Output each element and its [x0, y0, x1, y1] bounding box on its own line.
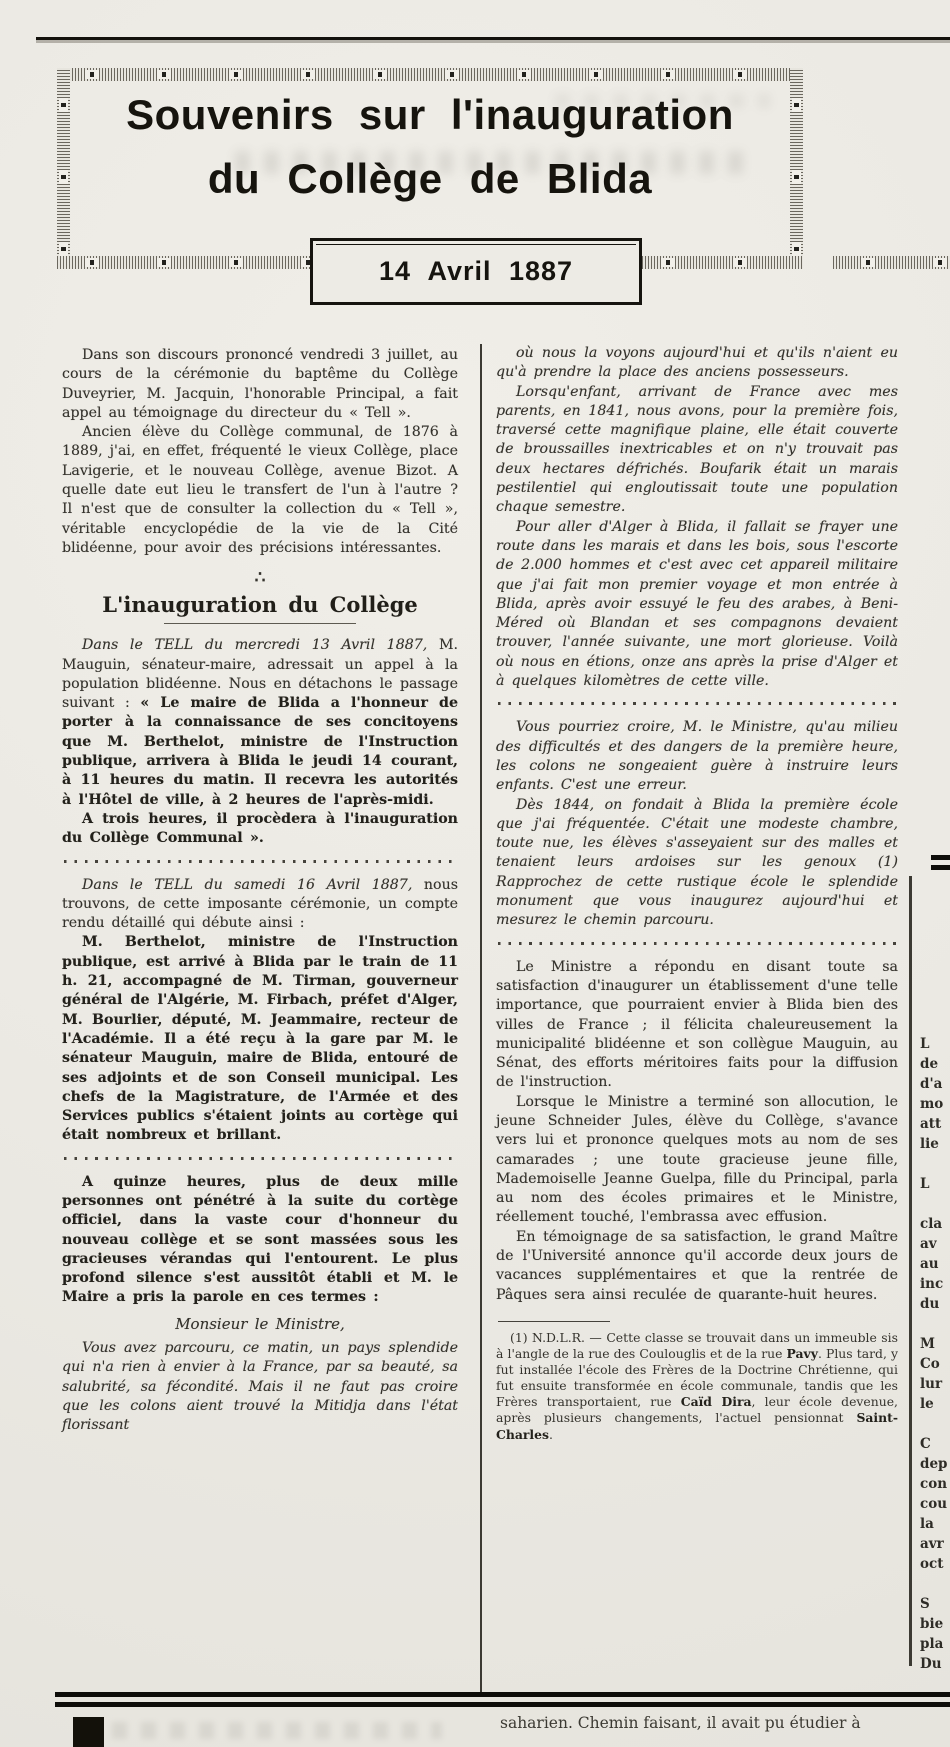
clipped-text-fragment: lur — [920, 1376, 943, 1392]
clipped-text-fragment: C — [920, 1436, 931, 1452]
column-rule — [480, 344, 482, 1692]
bottom-double-rule — [55, 1692, 950, 1707]
headline-frame-top — [57, 68, 803, 81]
clipped-text-fragment: Du — [920, 1656, 942, 1672]
footnote-rule — [498, 1321, 610, 1322]
asterism-separator: ∴ — [254, 568, 266, 589]
clipped-text-fragment: con — [920, 1476, 948, 1492]
section-heading — [62, 592, 458, 624]
text-segment: Dès 1844, on fondait à Blida la première école que j'ai fréquentée. C'était une modeste chambre, toute nue, les élèves s'asseyaient sur des malles et tenaient leurs ardoises sur les genoux (1) Rapprochez de cette rustique école le splendide monument que vous inaugurez aujourd'hui et mesurez le chemin parcouru. — [496, 796, 898, 929]
paragraph — [496, 344, 898, 383]
clipped-text-fragment: att — [920, 1116, 942, 1132]
clipped-text-fragment: av — [920, 1236, 937, 1252]
text-segment: (1) N.D.L.R. — Cette classe se trouvait dans un immeuble sis à l'angle de la rue des Coulouglis et de la rue — [496, 1329, 898, 1362]
text-segment: Saint-Charles — [496, 1410, 898, 1442]
clipped-text-fragment: S — [920, 1596, 930, 1612]
edge-ink-mark — [931, 855, 950, 870]
paragraph — [496, 1093, 898, 1228]
clipped-text-fragment: avr — [920, 1536, 944, 1552]
text-segment: M. Mauguin, sénateur-maire, adressait un appel à la population blidéenne. Nous en détachons le passage suivant : — [62, 637, 458, 712]
clipped-text-fragment — [920, 1154, 950, 1174]
ink-bleed-artifact — [112, 1722, 442, 1739]
headline-frame-extra-segment — [833, 256, 950, 269]
text-segment: M. Berthelot, ministre de l'Instruction publique, est arrivé à Blida par le train de 11 h. 21, accompagné de M. Tirman, gouverneur général de l'Algérie, M. Firbach, préfet d'Alger, M. Bourlier, député, M. Jeammaire, recteur de l'Académie. Il a été reçu à la gare par M. le sénateur Mauguin, maire de Blida, entouré de ses adjoints et de son Conseil municipal. Les chefs de la Magistrature, de l'Armée et des Services publics s'étaient joints au cortège qui était nombreux et brillant. — [62, 934, 458, 1144]
text-segment: Vous avez parcouru, ce matin, un pays splendide qui n'a rien à envier à la France, par sa beauté, sa salubrité, sa fécondité. Mais il ne faut pas croire que les colons aient trouvé la Mitidja dans l'état florissant — [62, 1340, 458, 1434]
text-segment: Lorsqu'enfant, arrivant de France avec mes parents, en 1841, nous avons, pour la première fois, traversé cette magnifique plaine, elle était couverte de broussailles inextricables et on n'y trouvait pas deux hectares défrichés. Boufarik était un marais pestilentiel qui engloutissait toute une population chaque semestre. — [496, 383, 898, 516]
dotted-separator — [64, 1157, 456, 1160]
headline-line-1: Souvenirs sur l'inauguration — [126, 91, 734, 138]
text-segment: A trois heures, il procèdera à l'inauguration du Collège Communal ». — [62, 810, 458, 847]
date-box — [310, 238, 642, 305]
clipped-text-fragment: L — [920, 1176, 930, 1192]
column-right — [496, 344, 898, 1443]
clipped-text-fragment: mo — [920, 1096, 944, 1112]
clipped-text-fragment — [920, 1574, 950, 1594]
paragraph — [62, 1173, 458, 1308]
clipped-text-fragment: pla — [920, 1636, 944, 1652]
paragraph — [62, 1339, 458, 1435]
section-heading-text: L'inauguration du Collège — [102, 592, 418, 618]
clipped-text-fragment: d'a — [920, 1076, 943, 1092]
text-segment: A quinze heures, plus de deux mille personnes ont pénétré à la suite du cortège officiel, dans la vaste cour d'honneur du nouveau collège et se sont massées sous les gracieuses vérandas qui l'entourent. Le plus profond silence s'est aussitôt établi et M. le Maire a pris la parole en ces termes : — [62, 1173, 458, 1306]
text-segment: Dans son discours prononcé vendredi 3 juillet, au cours de la cérémonie du baptême du Collège Duveyrier, M. Jacquin, l'honorable Principal, a fait appel au témoignage du directeur du « Tell ». — [62, 347, 458, 421]
clipped-text-fragment: bie — [920, 1616, 944, 1632]
column-rule — [909, 876, 912, 1666]
text-segment: Ancien élève du Collège communal, de 1876 à 1889, j'ai, en effet, fréquenté le vieux Collège, place Lavigerie, et le nouveau Collège, avenue Bizot. A quelle date eut lieu le transfert de l'un à l'autre ? Il n'est que de consulter la collection du « Tell », véritable encyclopédie de la vie de la Cité blidéenne, pour avoir des précisions intéressantes. — [62, 424, 458, 556]
next-article-fragment: saharien. Chemin faisant, il avait pu étudier à — [500, 1714, 861, 1732]
text-segment: Lorsque le Ministre a terminé son allocution, le jeune Schneider Jules, élève du Collège, s'avance vers lui et prononce quelques mots au nom de ses camarades ; une toute gracieuse jeune fille, Mademoiselle Jeanne Guelpa, fille du Principal, parla au nom des écoles primaires et le Ministre, réellement touché, l'embrassa avec effusion. — [496, 1093, 898, 1226]
clipped-neighbour-column — [920, 1034, 950, 1682]
clipped-text-fragment: lie — [920, 1136, 939, 1152]
paragraph — [496, 718, 898, 795]
clipped-text-fragment: le — [920, 1396, 934, 1412]
footnote-text — [496, 1330, 898, 1443]
paragraph — [62, 423, 458, 558]
paragraph — [62, 636, 458, 810]
text-segment: Le Ministre a répondu en disant toute sa satisfaction d'inaugurer un établissement d'une telle importance, que pourraient envier à Blida bien des villes de France ; il félicita chaleureusement la municipalité blidéenne et son collègue Mauguin, au Sénat, des efforts méritoires faits pour la diffusion de l'instruction. — [496, 958, 898, 1091]
text-segment: Caïd Dira — [680, 1394, 752, 1410]
text-segment: Monsieur le Ministre, — [175, 1314, 345, 1333]
text-segment: , leur école devenue, après plusieurs changements, l'actuel pensionnat — [496, 1394, 898, 1426]
clipped-text-fragment: cla — [920, 1216, 943, 1232]
text-segment: Dans le TELL du mercredi 13 Avril 1887, — [82, 637, 439, 654]
top-rule — [36, 37, 950, 40]
clipped-text-fragment: cou — [920, 1496, 948, 1512]
paragraph — [496, 796, 898, 931]
footnote — [496, 1321, 898, 1443]
clipped-text-fragment: inc — [920, 1276, 944, 1292]
text-segment: Dans le TELL du samedi 16 Avril 1887, — [82, 876, 424, 893]
headline-frame-right — [790, 68, 803, 269]
clipped-text-fragment: de — [920, 1056, 939, 1072]
headline-line-2: du Collège de Blida — [207, 155, 653, 202]
paragraph — [496, 518, 898, 692]
heading-underline — [164, 623, 356, 624]
clipped-text-fragment: L — [920, 1036, 930, 1052]
text-segment: Pavy — [786, 1346, 818, 1362]
clipped-text-fragment: la — [920, 1516, 934, 1532]
clipped-text-fragment — [920, 1314, 950, 1334]
paragraph — [62, 810, 458, 849]
paragraph — [496, 1228, 898, 1305]
text-segment: . — [549, 1426, 553, 1442]
text-segment: Pour aller d'Alger à Blida, il fallait se frayer une route dans les marais et dans les bois, sous l'escorte de 2.000 hommes et c'est avec cet appareil militaire que j'ai fait mon premier voyage et mon entrée à Blida, après avoir essuyé le feu des arabes, à Beni-Méred où Blandan et ses compagnons devaient trouver, l'année suivante, une mort glorieuse. Voilà où nous en étions, onze ans après la prise d'Alger et à quelques kilomètres de cette ville. — [496, 518, 898, 690]
clipped-text-fragment: du — [920, 1296, 940, 1312]
article-headline — [69, 84, 791, 212]
dotted-separator — [498, 702, 896, 705]
paragraph — [62, 346, 458, 423]
text-segment: « Le maire de Blida a l'honneur de porter à la connaissance de ses concitoyens que M. Berthelot, ministre de l'Instruction publique, arrivera à Blida le jeudi 14 courant, à 11 heures du matin. Il recevra les autorités à l'Hôtel de ville, à 2 heures de l'après-midi. — [62, 695, 458, 808]
text-segment: En témoignage de sa satisfaction, le grand Maître de l'Université annonce qu'il accorde deux jours de vacances supplémentaires et que la rentrée de Pâques sera ainsi reculée de quarante-huit heures. — [496, 1228, 898, 1303]
clipped-text-fragment: M — [920, 1336, 935, 1352]
clipped-text-fragment: Co — [920, 1356, 940, 1372]
clipped-text-fragment: oct — [920, 1556, 944, 1572]
date-text: 14 Avril 1887 — [378, 256, 574, 286]
clipped-text-fragment — [920, 1194, 950, 1214]
clipped-text-fragment — [920, 1414, 950, 1434]
dotted-separator — [64, 860, 456, 863]
paragraph — [62, 933, 458, 1145]
next-article-ink-blob — [73, 1717, 104, 1747]
speech-salutation — [62, 1315, 458, 1334]
text-segment: nous trouvons, de cette imposante cérémonie, un compte rendu détaillé qui débute ainsi : — [62, 876, 458, 932]
clipped-text-fragment: dep — [920, 1456, 948, 1472]
paragraph — [496, 383, 898, 518]
dotted-separator — [498, 942, 896, 945]
paragraph — [62, 876, 458, 934]
paragraph — [496, 958, 898, 1093]
text-segment: Vous pourriez croire, M. le Ministre, qu'au milieu des difficultés et des dangers de la première heure, les colons ne songeaient guère à instruire leurs enfants. C'est une erreur. — [496, 719, 898, 794]
text-segment: où nous la voyons aujourd'hui et qu'ils n'aient eu qu'à prendre la place des anciens possesseurs. — [496, 345, 898, 381]
clipped-text-fragment: au — [920, 1256, 939, 1272]
column-left — [62, 346, 458, 1436]
text-segment: . Plus tard, y fut installée l'école des Frères de la Doctrine Chrétienne, qui fut ensuite transformée en école communale, tandis que les Frères transportaient, rue — [496, 1346, 898, 1410]
